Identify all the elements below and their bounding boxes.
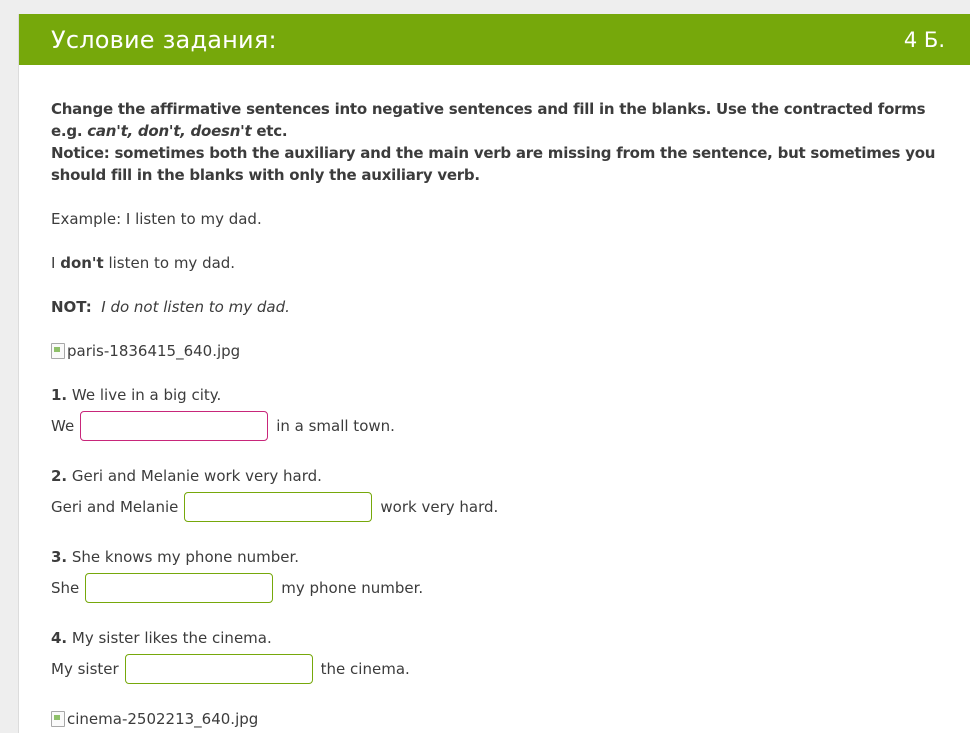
points-badge: 4 Б. [903, 27, 945, 52]
example-answer-pre: I [51, 254, 61, 272]
question-3-before: She [51, 579, 80, 597]
question-1-sentence [51, 384, 939, 406]
image-paris-alt: paris-1836415_640.jpg [67, 342, 241, 360]
question-3-after: my phone number. [281, 579, 424, 597]
answer-input-2[interactable] [184, 492, 372, 522]
question-2-number: 2. [51, 467, 68, 485]
example-line: Example: I listen to my dad. [51, 210, 262, 228]
instructions-examples: can't, don't, doesn't [87, 122, 252, 140]
example-not [51, 296, 939, 318]
question-4-row [51, 652, 939, 686]
instructions [51, 98, 939, 186]
question-4-before: My sister [51, 660, 119, 678]
not-label: NOT: [51, 298, 92, 316]
not-text: I do not listen to my dad. [101, 298, 290, 316]
instructions-tail: etc. [251, 122, 288, 140]
question-4-text: My sister likes the cinema. [67, 629, 272, 647]
question-4-number: 4. [51, 629, 68, 647]
question-2-text: Geri and Melanie work very hard. [67, 467, 322, 485]
example-answer-bold: don't [60, 254, 104, 272]
question-3-sentence [51, 546, 939, 568]
task-content [19, 65, 970, 730]
question-1-after: in a small town. [276, 417, 395, 435]
task-header [19, 14, 970, 65]
instructions-notice: Notice: sometimes both the auxiliary and the main verb are missing from the sentence, but sometimes you should fill in the blanks with only the auxiliary verb. [51, 144, 936, 184]
question-4-sentence [51, 627, 939, 649]
question-2-before: Geri and Melanie [51, 498, 179, 516]
question-2-row [51, 490, 939, 524]
broken-image-icon [51, 711, 65, 727]
image-paris [51, 340, 939, 362]
question-1-text: We live in a big city. [67, 386, 222, 404]
answer-input-4[interactable] [125, 654, 313, 684]
instructions-text: Change the affirmative sentences into negative sentences and fill in the blanks. Use the contracted forms e.g. [51, 100, 926, 140]
question-1-before: We [51, 417, 75, 435]
question-3-row [51, 571, 939, 605]
question-3-text: She knows my phone number. [67, 548, 300, 566]
example-answer [51, 252, 939, 274]
question-3-number: 3. [51, 548, 68, 566]
answer-input-1[interactable] [80, 411, 268, 441]
image-cinema [51, 708, 939, 730]
answer-input-3[interactable] [85, 573, 273, 603]
question-1-row [51, 409, 939, 443]
image-cinema-alt: cinema-2502213_640.jpg [67, 710, 259, 728]
question-4-after: the cinema. [320, 660, 410, 678]
question-1-number: 1. [51, 386, 68, 404]
task-title: Условие задания: [51, 25, 277, 54]
task-card [18, 14, 970, 733]
example-answer-post: listen to my dad. [103, 254, 236, 272]
broken-image-icon [51, 343, 65, 359]
question-2-after: work very hard. [380, 498, 499, 516]
question-2-sentence [51, 465, 939, 487]
